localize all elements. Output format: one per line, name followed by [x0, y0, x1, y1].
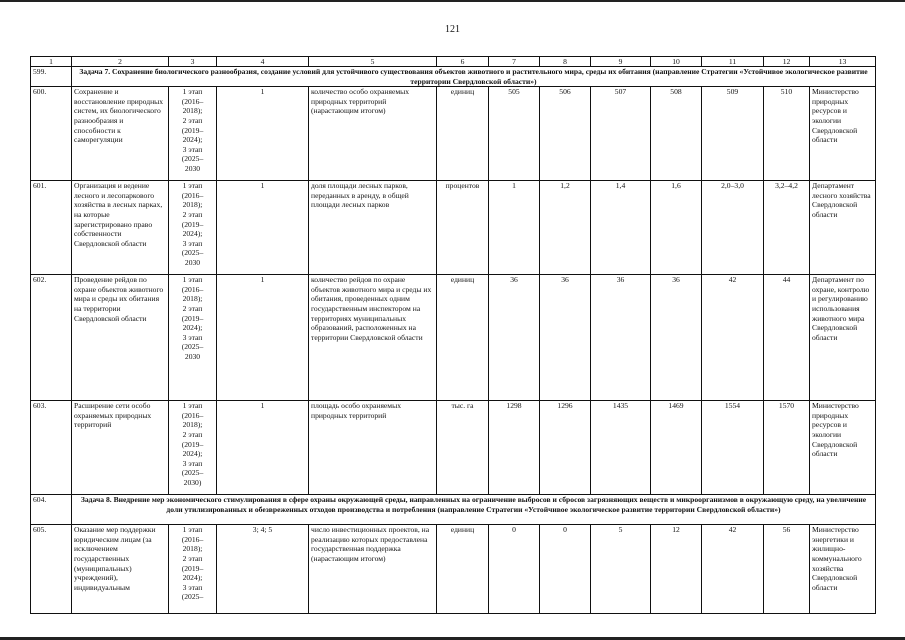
unit: процентов	[437, 181, 489, 275]
task-7-row	[31, 67, 876, 87]
column-header: 8	[540, 57, 591, 67]
value-cell: 1,4	[591, 181, 651, 275]
row-number: 600.	[31, 87, 72, 181]
value-cell: 0	[540, 525, 591, 614]
value-cell: 0	[489, 525, 540, 614]
value-cell: 1298	[489, 401, 540, 495]
activity-name: Проведение рейдов по охране объектов животного мира и среды их обитания на территории Свердловской области	[72, 275, 169, 401]
period-cell: 1 этап (2016– 2018); 2 этап (2019– 2024); 3 этап (2025– 2030	[169, 181, 217, 275]
unit: единиц	[437, 525, 489, 614]
period-cell: 1 этап (2016– 2018); 2 этап (2019– 2024); 3 этап (2025– 2030	[169, 275, 217, 401]
row-number: 603.	[31, 401, 72, 495]
value-cell: 5	[591, 525, 651, 614]
indicators-table	[30, 56, 876, 614]
value-cell: 2,0–3,0	[702, 181, 764, 275]
responsible-body: Министерство природных ресурсов и экологии Свердловской области	[810, 401, 876, 495]
activity-name: Оказание мер поддержки юридическим лицам (за исключением государственных (муниципальных) учреждений), индивидуальным	[72, 525, 169, 614]
value-cell: 1,6	[651, 181, 702, 275]
unit: единиц	[437, 87, 489, 181]
unit: тыс. га	[437, 401, 489, 495]
table-row	[31, 181, 876, 275]
value-cell: 1469	[651, 401, 702, 495]
responsible-body: Департамент по охране, контролю и регулированию использования животного мира Свердловской области	[810, 275, 876, 401]
value-cell: 56	[764, 525, 810, 614]
responsible-body: Министерство природных ресурсов и экологии Свердловской области	[810, 87, 876, 181]
value-cell: 505	[489, 87, 540, 181]
value-cell: 1296	[540, 401, 591, 495]
page-number: 121	[445, 24, 460, 35]
value-cell: 506	[540, 87, 591, 181]
activity-name: Сохранение и восстановление природных систем, их биологического разнообразия и способности к саморегуляции	[72, 87, 169, 181]
indicator-name: количество рейдов по охране объектов животного мира и среды их обитания, проведенных одним государственным инспектором на территориях муниципальных образований, расположенных на территории Свердловской области	[309, 275, 437, 401]
column-header: 7	[489, 57, 540, 67]
column-header: 4	[217, 57, 309, 67]
value-cell: 36	[591, 275, 651, 401]
responsible-body: Департамент лесного хозяйства Свердловской области	[810, 181, 876, 275]
goal-ref: 1	[217, 87, 309, 181]
value-cell: 508	[651, 87, 702, 181]
value-cell: 36	[651, 275, 702, 401]
value-cell: 507	[591, 87, 651, 181]
column-number-row	[31, 57, 876, 67]
row-number: 599.	[31, 67, 72, 87]
value-cell: 42	[702, 275, 764, 401]
value-cell: 3,2–4,2	[764, 181, 810, 275]
period-cell: 1 этап (2016– 2018); 2 этап (2019– 2024); 3 этап (2025– 2030)	[169, 401, 217, 495]
period-cell: 1 этап (2016– 2018); 2 этап (2019– 2024); 3 этап (2025– 2030	[169, 87, 217, 181]
value-cell: 1570	[764, 401, 810, 495]
value-cell: 1554	[702, 401, 764, 495]
column-header: 3	[169, 57, 217, 67]
value-cell: 44	[764, 275, 810, 401]
activity-name: Организация и ведение лесного и лесопаркового хозяйства в лесных парках, на которые зарегистрировано право собственности Свердловской области	[72, 181, 169, 275]
unit: единиц	[437, 275, 489, 401]
column-header: 9	[591, 57, 651, 67]
goal-ref: 3; 4; 5	[217, 525, 309, 614]
value-cell: 510	[764, 87, 810, 181]
column-header: 10	[651, 57, 702, 67]
value-cell: 42	[702, 525, 764, 614]
task-8-row	[31, 495, 876, 525]
column-header: 6	[437, 57, 489, 67]
table-row	[31, 87, 876, 181]
goal-ref: 1	[217, 275, 309, 401]
value-cell: 1435	[591, 401, 651, 495]
value-cell: 12	[651, 525, 702, 614]
row-number: 602.	[31, 275, 72, 401]
indicator-name: площадь особо охраняемых природных территорий	[309, 401, 437, 495]
period-cell: 1 этап (2016– 2018); 2 этап (2019– 2024); 3 этап (2025–	[169, 525, 217, 614]
responsible-body: Министерство энергетики и жилищно-коммунального хозяйства Свердловской области	[810, 525, 876, 614]
column-header: 13	[810, 57, 876, 67]
goal-ref: 1	[217, 401, 309, 495]
table-row	[31, 525, 876, 614]
table-row	[31, 275, 876, 401]
column-header: 11	[702, 57, 764, 67]
row-number: 601.	[31, 181, 72, 275]
goal-ref: 1	[217, 181, 309, 275]
scan-edge-top	[0, 0, 905, 2]
value-cell: 1	[489, 181, 540, 275]
value-cell: 36	[489, 275, 540, 401]
value-cell: 1,2	[540, 181, 591, 275]
indicator-name: число инвестиционных проектов, на реализацию которых предоставлена государственная поддержка (нарастающим итогом)	[309, 525, 437, 614]
indicator-name: количество особо охраняемых природных территорий (нарастающим итогом)	[309, 87, 437, 181]
table-row	[31, 401, 876, 495]
column-header: 12	[764, 57, 810, 67]
task-8-title: Задача 8. Внедрение мер экономического стимулирования в сфере охраны окружающей среды, направленных на ограничение выбросов и сбросов загрязняющих веществ и микроорганизмов в окружающую среду, на увеличение доли утилизированных и обезвреженных отходов производства и потребления (направление Стратегии «Устойчивое экологическое развитие территории Свердловской области»)	[72, 495, 876, 525]
value-cell: 36	[540, 275, 591, 401]
value-cell: 509	[702, 87, 764, 181]
column-header: 2	[72, 57, 169, 67]
column-header: 5	[309, 57, 437, 67]
row-number: 605.	[31, 525, 72, 614]
row-number: 604.	[31, 495, 72, 525]
task-7-title: Задача 7. Сохранение биологического разнообразия, создание условий для устойчивого существования объектов животного и растительного мира, среды их обитания (направление Стратегии «Устойчивое экологическое развитие территории Свердловской области»)	[72, 67, 876, 87]
indicator-name: доля площади лесных парков, переданных в аренду, в общей площади лесных парков	[309, 181, 437, 275]
activity-name: Расширение сети особо охраняемых природных территорий	[72, 401, 169, 495]
column-header: 1	[31, 57, 72, 67]
